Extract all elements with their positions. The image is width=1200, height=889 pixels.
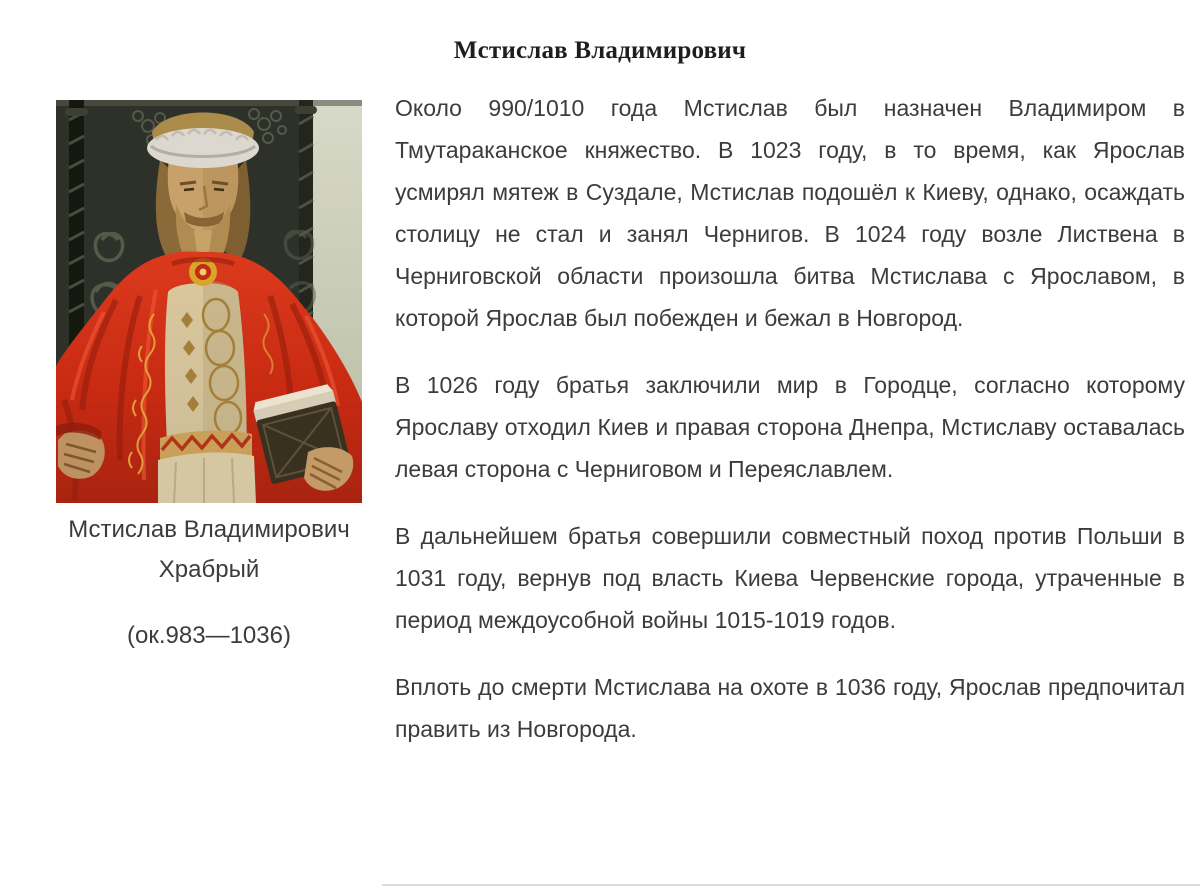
portrait-image (56, 100, 362, 503)
portrait-caption-dates: (ок.983—1036) (127, 622, 291, 649)
portrait-figure (56, 100, 362, 650)
article-paragraph: В дальнейшем братья совершили совместный поход против Польши в 1031 году, вернув под власть Киева Червенские города, утраченные в период междоусобной войны 1015-1019 годов. (395, 523, 1185, 633)
page-title: Мстислав Владимирович (453, 36, 747, 64)
article-paragraph: В 1026 году братья заключили мир в Городце, согласно которому Ярославу отходил Киев и правая сторона Днепра, Мстиславу оставалась левая сторона с Черниговом и Переяславлем. (395, 372, 1185, 482)
article-paragraph: Около 990/1010 года Мстислав был назначен Владимиром в Тмутараканское княжество. В 1023 году, в то время, как Ярослав усмирял мятеж в Суздале, Мстислав подошёл к Киеву, однако, осаждать столицу не стал и занял Чернигов. В 1024 году возле Листвена в Черниговской области произошла битва Мстислава с Ярославом, в которой Ярослав был побежден и бежал в Новгород. (395, 95, 1185, 331)
bottom-divider (382, 884, 1200, 886)
article-body (395, 87, 1185, 775)
portrait-caption (56, 510, 362, 590)
portrait-caption-name: Мстислав Владимирович (68, 516, 350, 543)
portrait-caption-epithet: Храбрый (158, 556, 260, 583)
article-paragraph: Вплоть до смерти Мстислава на охоте в 1036 году, Ярослав предпочитал править из Новгорода. (395, 674, 1185, 742)
